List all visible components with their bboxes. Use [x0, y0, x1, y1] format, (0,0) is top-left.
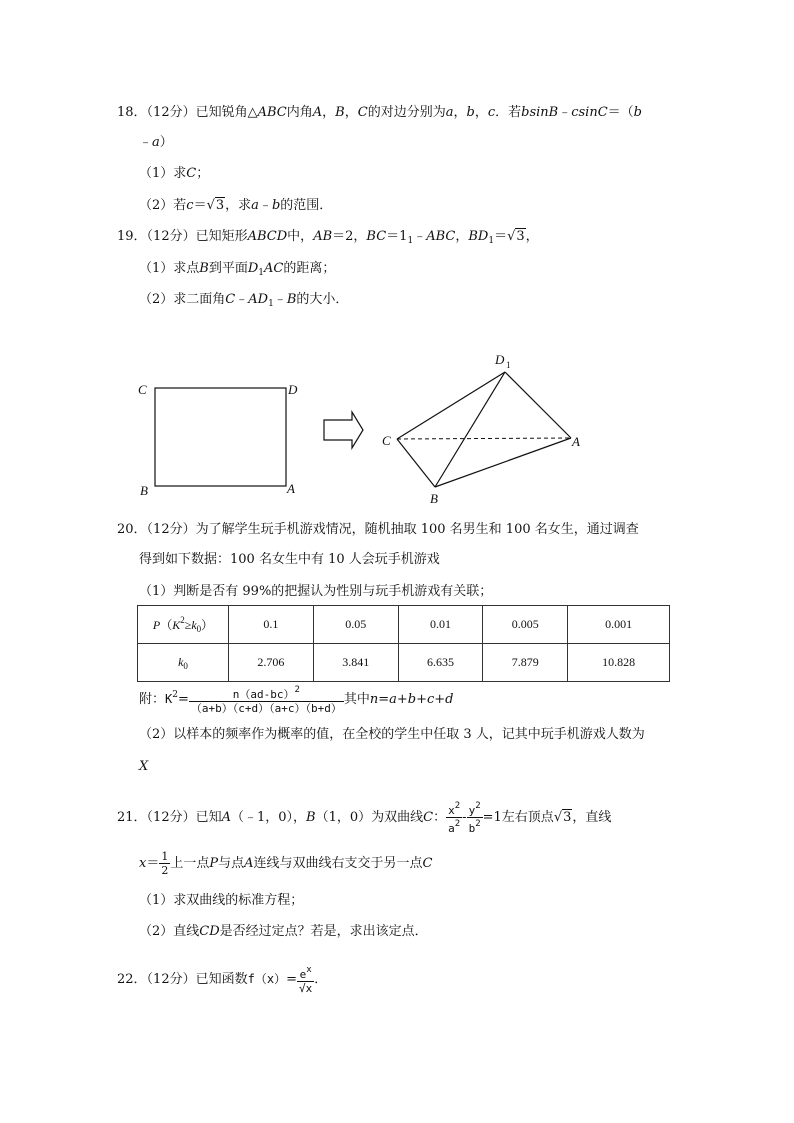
x-squared-over-a-squared: $\frac{x^2}{a^2}$ — [448, 801, 461, 835]
y-squared-over-b-squared: $\frac{y^2}{b^2}$ — [468, 801, 481, 835]
q20-formula-note: 附：$K^2=$ $\frac{n(ad-bc)^2}{(a+b)(c+d)(a+c)(b+d)}$ 其中n=a+b+c+d — [139, 685, 454, 715]
q20-part2-x: X — [139, 759, 149, 774]
q22-number: 22． — [117, 972, 147, 987]
q21-number: 21． — [117, 810, 147, 825]
table-row — [138, 644, 670, 682]
q18-score: （12分） — [146, 105, 196, 120]
table-cell: 3.841 — [313, 644, 398, 682]
table-row — [138, 606, 670, 644]
rectangle-abcd — [155, 388, 286, 486]
q18-part2: （2）若c＝√3，求a﹣b的范围． — [139, 198, 333, 213]
right-arrow-icon — [324, 412, 363, 448]
q21-part1: （1）求双曲线的标准方程； — [139, 893, 304, 908]
q18-line1: 18．（12分）已知锐角△ABC内角A，B，C的对边分别为a，b，c．若bsinB﹣csinC＝（b — [117, 105, 642, 120]
edge-c-a-dashed — [397, 438, 571, 439]
table-cell: 0.1 — [229, 606, 314, 644]
pyr-label-a: A — [572, 434, 580, 449]
q21-part2: （2）直线CD是否经过定点？若是，求出该定点． — [139, 924, 428, 939]
edge-b-a — [435, 438, 571, 487]
q20-number: 20． — [117, 522, 147, 537]
rect-label-b: B — [140, 483, 148, 498]
table-cell: 0.01 — [398, 606, 483, 644]
sqrt-symbol: √3 — [206, 198, 225, 213]
pyr-label-b: B — [430, 491, 438, 506]
pyr-label-d-sub: 1 — [506, 360, 511, 370]
q20-part2: （2）以样本的频率作为概率的值，在全校的学生中任取 3 人，记其中玩手机游戏人数为 — [139, 727, 645, 742]
chi-square-fraction: $\frac{n(ad-bc)^2}{(a+b)(c+d)(a+c)(b+d)}$ — [190, 685, 342, 715]
q20-part1: （1）判断是否有 99%的把握认为性别与玩手机游戏有关联； — [139, 584, 493, 599]
critical-value-table — [137, 605, 670, 682]
q18-line2: ﹣a） — [139, 135, 173, 150]
table-cell: 0.001 — [568, 606, 670, 644]
q19-score: （12分） — [146, 229, 196, 244]
q18-part1: （1）求C； — [139, 166, 210, 181]
pyr-label-d: D — [495, 352, 505, 367]
table-cell: 0.005 — [483, 606, 568, 644]
q20-line1: 20．（12分）为了解学生玩手机游戏情况，随机抽取 100 名男生和 100 名女生，通过调查 — [117, 522, 639, 537]
q19-line1: 19．（12分）已知矩形ABCD中，AB＝2，$BC=1_1﹣ABC$，$BD_1=√3$， — [117, 229, 539, 246]
table-header-p: $P(K^2\ge k_0)$ — [138, 606, 229, 644]
table-cell: 2.706 — [229, 644, 314, 682]
q20-score: （12分） — [146, 522, 196, 537]
sqrt-symbol: √3 — [507, 229, 525, 244]
sqrt-symbol: √3 — [553, 810, 572, 825]
rect-label-c: C — [138, 382, 147, 397]
table-header-k0: $k_0$ — [138, 644, 229, 682]
q21-line1: 21．（12分）已知A（﹣1，0），B（1，0）为双曲线C： $\frac{x^2}{a^2}$ - $\frac{y^2}{b^2}$ =1左右顶点√3，直线 — [117, 801, 612, 835]
pyr-label-c: C — [382, 433, 391, 448]
table-cell: 10.828 — [568, 644, 670, 682]
q21-score: （12分） — [146, 810, 196, 825]
one-half-fraction: $\frac{1}{2}$ — [161, 850, 169, 877]
q21-line2: x＝ $\frac{1}{2}$ 上一点P与点A连线与双曲线右支交于另一点C — [139, 850, 433, 877]
q19-part1: （1）求点B到平面$D_1AC$的距离； — [139, 261, 336, 278]
table-cell: 0.05 — [313, 606, 398, 644]
rect-label-d: D — [288, 382, 298, 397]
q22-line1: 22．（12分）已知函数f（x）= $\frac{e^x}{√x}$ ． — [117, 965, 328, 995]
exp-over-sqrt-fraction: $\frac{e^x}{√x}$ — [298, 965, 313, 995]
q20-line2: 得到如下数据：100 名女生中有 10 人会玩手机游戏 — [139, 552, 440, 567]
q22-score: （12分） — [146, 972, 196, 987]
edge-c-b — [397, 439, 435, 487]
edge-d1-a — [505, 372, 571, 438]
q18-number: 18． — [117, 105, 147, 120]
table-cell: 7.879 — [483, 644, 568, 682]
edge-d1-b — [435, 372, 505, 487]
rect-label-a: A — [287, 481, 295, 496]
q19-figure — [0, 340, 794, 515]
q19-number: 19． — [117, 229, 147, 244]
table-cell: 6.635 — [398, 644, 483, 682]
edge-c-d1 — [397, 372, 505, 439]
q19-part2: （2）求二面角$C﹣AD_1﹣B$的大小． — [139, 292, 349, 309]
